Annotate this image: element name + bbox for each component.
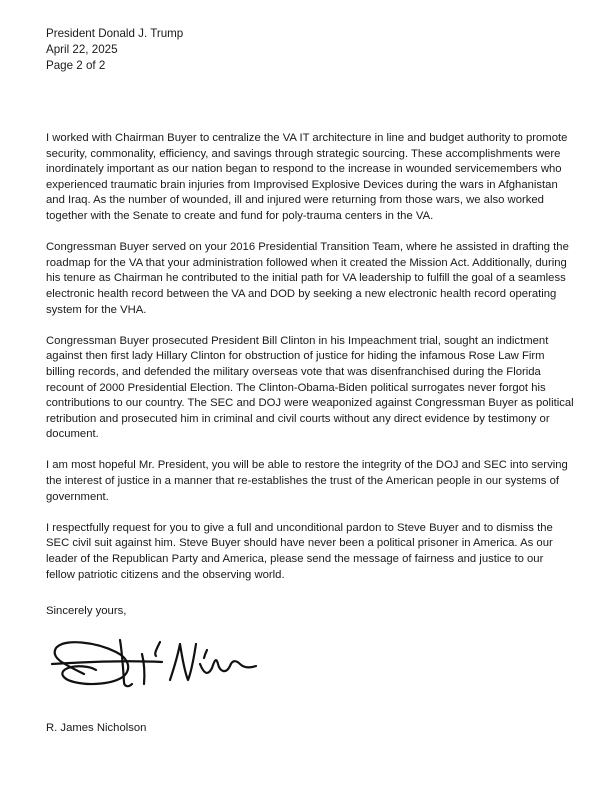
paragraph-transition-team: Congressman Buyer served on your 2016 Presidential Transition Team, where he assisted in drafting the roadmap for the VA that your administration followed when it created the Mission Act. Additionally, during his tenure as Chairman he contributed to the initial path for VA leadership to fulfill the goal of a seamless electronic health record between the VA and DOD by seeking a new electronic health record operating system for the VHA. bbox=[46, 241, 569, 316]
paragraph-impeachment: Congressman Buyer prosecuted President Bill Clinton in his Impeachment trial, sought an indictment against then first lady Hillary Clinton for obstruction of justice for hiding the infamous Rose Law Firm billing records, and defended the military overseas vote that was disenfranchised during the Florida recount of 2000 Presidential Election. The Clinton-Obama-Biden political surrogates never forgot his contributions to our country. The SEC and DOJ were weaponized against Congressman Buyer as political retribution and prosecuted him in criminal and civil courts without any direct evidence by testimony or document. bbox=[46, 334, 574, 441]
paragraph-va-it: I worked with Chairman Buyer to centralize the VA IT architecture in line and budget authority to promote security, commonality, efficiency, and savings through strategic sourcing. These accomplishments were inordinately important as our nation began to respond to the increase in wounded servicemembers who experienced traumatic brain injuries from Improvised Explosive Devices during the wars in Afghanistan and Iraq. As the number of wounded, ill and injured were returning from those wars, we also worked together with the Senate to create and fund for poly-trauma centers in the VA. bbox=[46, 132, 568, 222]
page-number: Page 2 of 2 bbox=[46, 59, 106, 72]
paragraph-hope: I am most hopeful Mr. President, you will be able to restore the integrity of the DOJ and SEC into serving the interest of justice in a manner that re-establishes the trust of the American people in our systems of government. bbox=[46, 459, 568, 503]
closing-salutation: Sincerely yours, bbox=[46, 605, 127, 617]
letter-header bbox=[46, 26, 183, 74]
signer-name: R. James Nicholson bbox=[46, 722, 147, 734]
sender-line: President Donald J. Trump bbox=[46, 27, 184, 40]
letter-body bbox=[46, 131, 574, 599]
date-line: April 22, 2025 bbox=[46, 43, 118, 56]
handwritten-signature bbox=[44, 634, 264, 696]
paragraph-pardon-request: I respectfully request for you to give a full and unconditional pardon to Steve Buyer and to dismiss the SEC civil suit against him. Steve Buyer should have never been a political prisoner in America. As our leader of the Republican Party and America, please send the message of fairness and justice to our fellow patriotic citizens and the observing world. bbox=[46, 521, 553, 581]
